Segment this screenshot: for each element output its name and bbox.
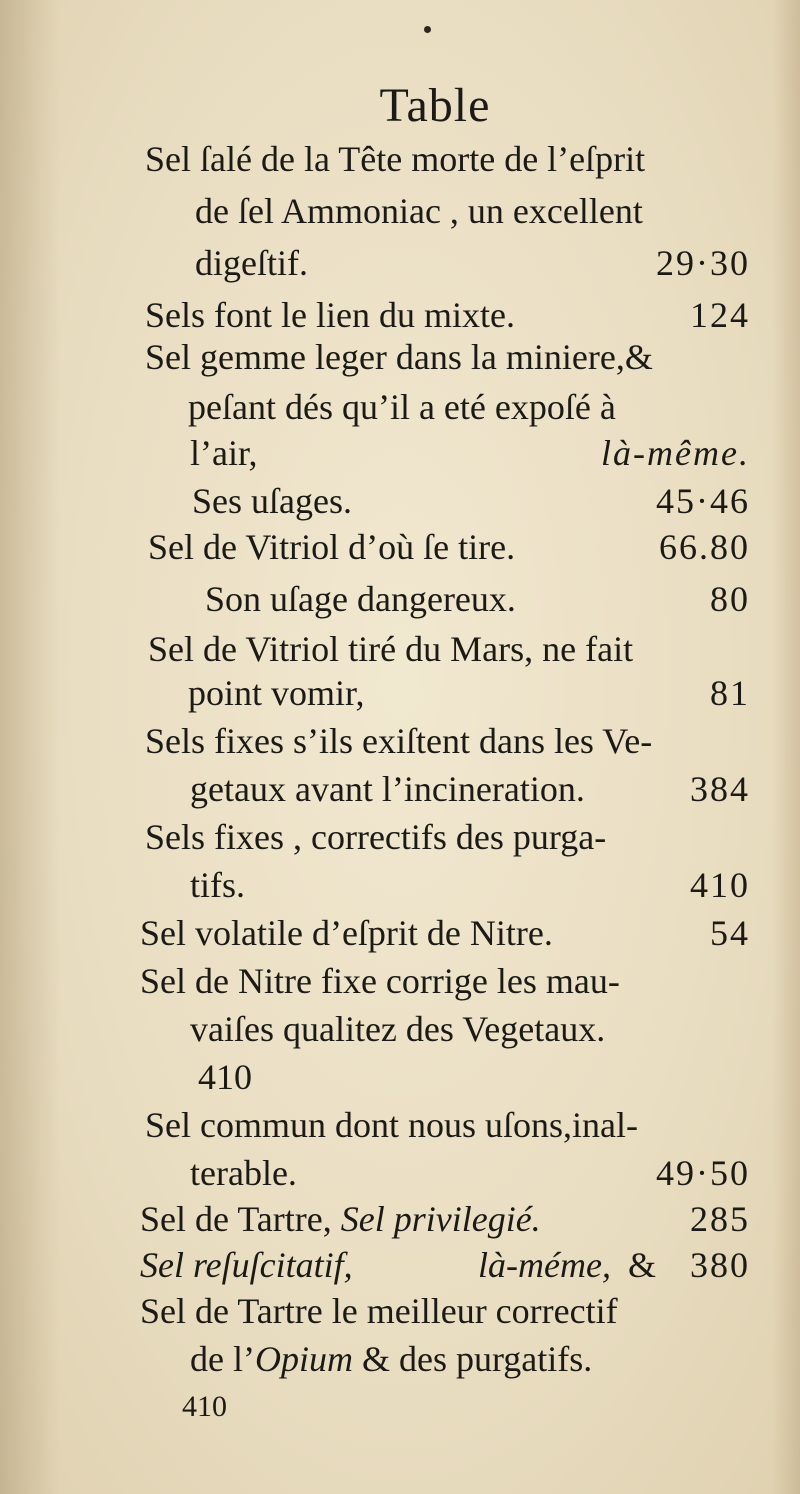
page-number: 45·46 <box>656 481 750 521</box>
page-number: 80 <box>710 579 750 619</box>
entry-text-roman: Sel de Tartre, <box>140 1199 341 1239</box>
index-line <box>0 182 800 240</box>
page-number: 29·30 <box>656 243 750 283</box>
page-number: 49·50 <box>656 1153 750 1193</box>
entry-text: Sel de Vitriol tiré du Mars, ne fait <box>148 629 634 669</box>
page-number: 54 <box>710 913 750 953</box>
entry-text: Sel de Nitre fixe corrige les mau- <box>140 961 620 1001</box>
entry-text: point vomir, <box>188 673 365 713</box>
entry-text: Sel de Vitriol d’où ſe tire. <box>148 527 516 567</box>
entry-text: l’air, <box>190 433 258 473</box>
index-line <box>0 1378 800 1436</box>
entry-text: vaiſes qualitez des Vegetaux. <box>190 1009 606 1049</box>
entry-text: Son uſage dangereux. <box>205 579 516 619</box>
page-number: 285 <box>690 1199 750 1239</box>
entry-text: de ſel Ammoniac , un excellent <box>195 191 643 231</box>
index-line <box>0 234 800 292</box>
entry-text: Sels fixes s’ils exiſtent dans les Ve- <box>145 721 653 761</box>
entry-text: Sels fixes , correctifs des purga- <box>145 817 607 857</box>
entry-text: digeſtif. <box>195 243 308 283</box>
entry-text: Sel de Tartre le meilleur correctif <box>140 1291 618 1331</box>
page-number: 66.80 <box>659 527 750 567</box>
ampersand: & <box>628 1245 657 1285</box>
entry-text: 410 <box>182 1390 227 1423</box>
page-number: 384 <box>690 769 750 809</box>
entry-text: Sels font le lien du mixte. <box>145 295 515 335</box>
entry-text: 410 <box>198 1057 252 1097</box>
entry-text-italic: Opium <box>254 1339 353 1379</box>
entry-text: getaux avant l’incineration. <box>190 769 585 809</box>
entry-text-roman: de l’ <box>190 1339 255 1379</box>
entry-text: Sel volatile d’eſprit de Nitre. <box>140 913 553 953</box>
page-title: Table <box>379 79 491 132</box>
entry-reference-italic: là-méme, <box>478 1245 611 1285</box>
entry-text: terable. <box>190 1153 297 1193</box>
page-number: 410 <box>690 865 750 905</box>
page-number: 124 <box>690 295 750 335</box>
page-number: 380 <box>690 1245 750 1285</box>
index-line <box>0 518 800 576</box>
entry-text: tifs. <box>190 865 246 905</box>
index-line <box>0 130 800 188</box>
page-reference: là-même. <box>601 433 750 473</box>
entry-text-italic: Sel reſuſcitatif, <box>140 1245 353 1285</box>
ink-dot <box>424 26 431 33</box>
entry-text-italic: Sel privilegié. <box>340 1199 541 1239</box>
entry-text: peſant dés qu’il a eté expoſé à <box>188 387 616 427</box>
entry-text: Sel commun dont nous uſons,inal- <box>145 1105 638 1145</box>
entry-text: Sel gemme leger dans la miniere,& <box>145 337 653 377</box>
entry-text: Ses uſages. <box>192 481 352 521</box>
page-number: 81 <box>710 673 750 713</box>
entry-text-roman-2: & des purgatifs. <box>352 1339 593 1379</box>
entry-text: Sel ſalé de la Tête morte de l’eſprit <box>145 139 646 179</box>
